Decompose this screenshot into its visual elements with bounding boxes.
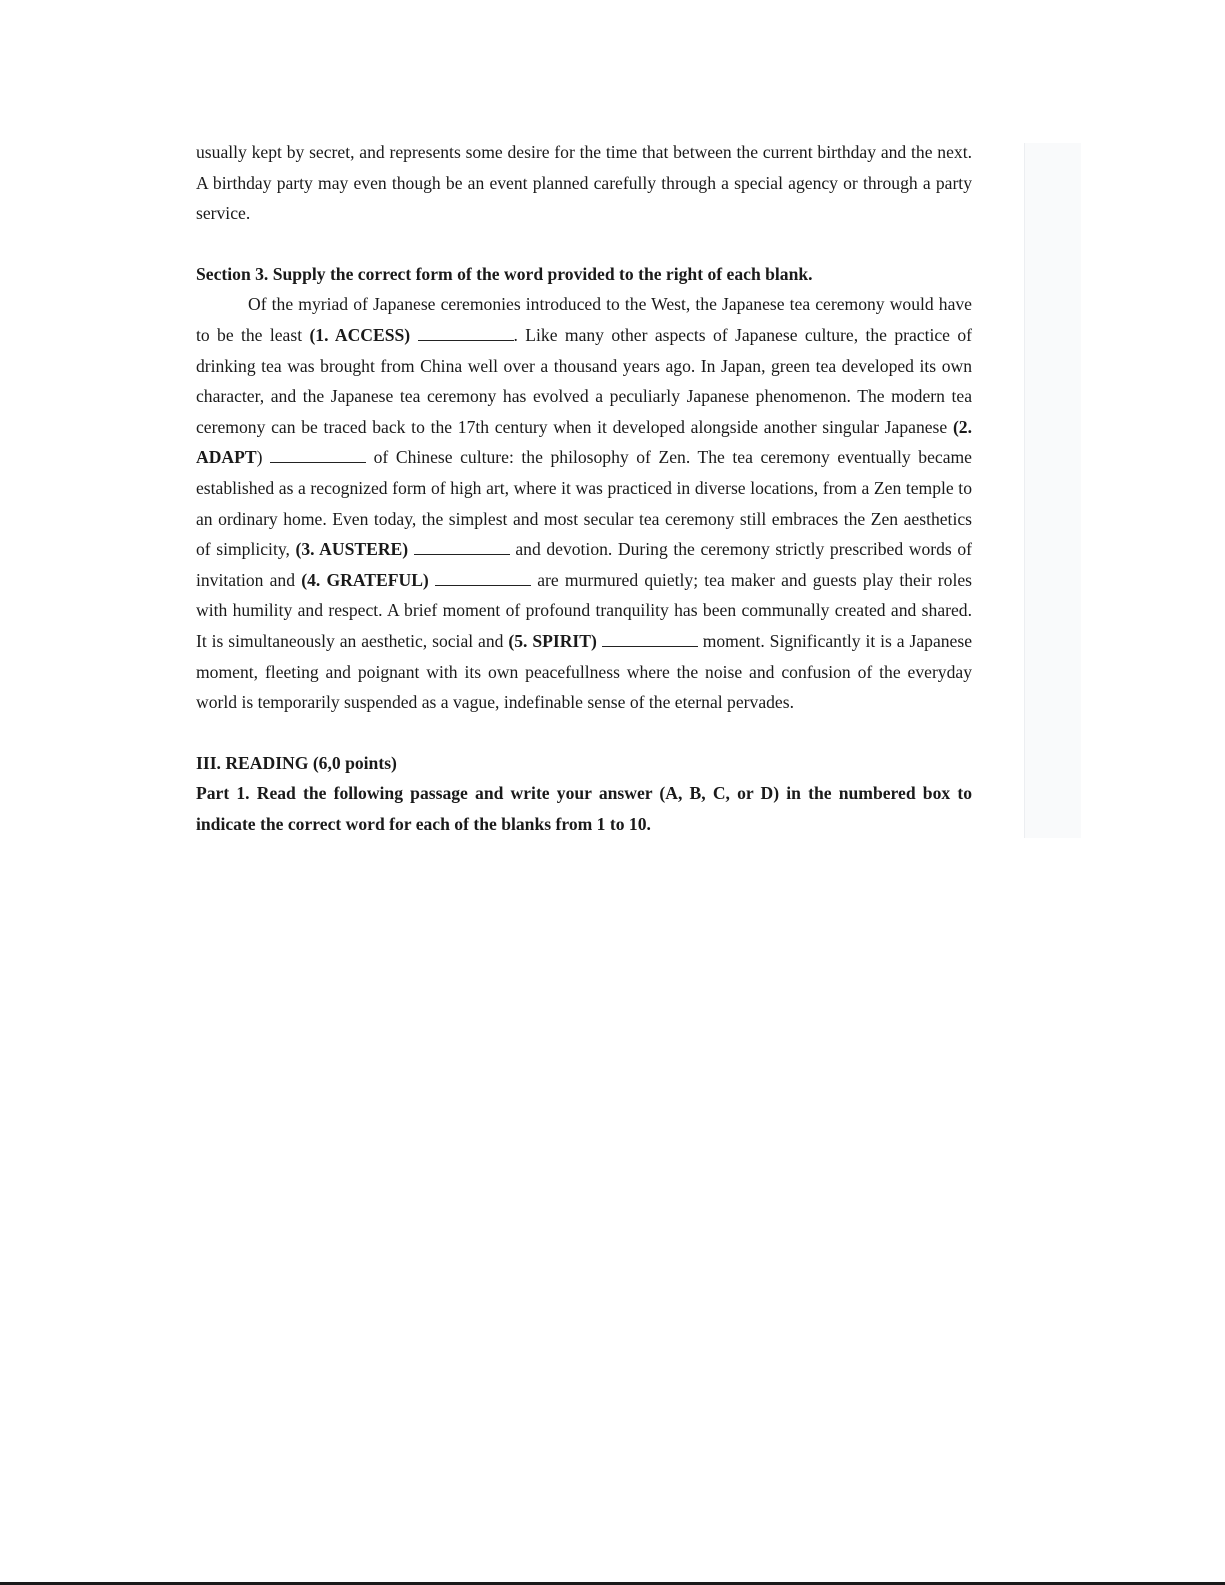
- passage-text: moment. Significantly it is a Japanese moment, fleeting and poignant with its own peacefullness where the noise and confusion of the everyday world is temporarily suspended as a vague, indefinable sense of the eternal pervades.: [196, 630, 973, 713]
- document-page: [196, 137, 972, 839]
- section3-heading: Section 3. Supply the correct form of the word provided to the right of each blank.: [196, 263, 813, 284]
- keyword-adapt-number: (2.: [952, 416, 972, 437]
- passage-text: and devotion. During the ceremony strictly prescribed words of invitation and: [196, 539, 972, 590]
- answer-blank-4[interactable]: [435, 570, 531, 586]
- keyword-adapt-paren: ): [256, 447, 263, 468]
- keyword-adapt: ADAPT: [196, 447, 257, 468]
- spacer: [196, 229, 972, 259]
- section3-passage: [196, 289, 972, 717]
- reading-heading: III. READING (6,0 points): [196, 752, 397, 773]
- passage-text: . Like many other aspects of Japanese culture, the practice of drinking tea was brought from China well over a thousand years ago. In Japan, green tea developed its own character, and the Japanese tea ceremony has evolved a peculiarly Japanese phenomenon. The modern tea ceremony can be traced back to the 17th century when it developed alongside another singular Japanese: [196, 324, 972, 437]
- passage-text: Of the myriad of Japanese ceremonies introduced to the West, the Japanese tea ceremony would have to be the least: [196, 294, 972, 345]
- side-panel: [1024, 143, 1081, 838]
- spacer: [196, 718, 972, 748]
- answer-blank-5[interactable]: [602, 631, 698, 647]
- answer-blank-1[interactable]: [418, 325, 514, 341]
- passage-text: are murmured quietly; tea maker and guests play their roles with humility and respect. A brief moment of profound tranquility has been communally created and shared. It is simultaneously an aesthetic, social and: [196, 569, 973, 651]
- intro-paragraph: usually kept by secret, and represents some desire for the time that between the current birthday and the next. A birthday party may even though be an event planned carefully through a special agency or through a party service.: [196, 142, 972, 224]
- answer-blank-3[interactable]: [414, 539, 510, 555]
- keyword-austere: (3. AUSTERE): [295, 539, 409, 560]
- keyword-access: (1. ACCESS): [309, 324, 411, 345]
- answer-blank-2[interactable]: [270, 447, 366, 463]
- keyword-grateful: (4. GRATEFUL): [301, 569, 429, 590]
- reading-part1-instructions: Part 1. Read the following passage and write your answer (A, B, C, or D) in the numbered box to indicate the correct word for each of the blanks from 1 to 10.: [196, 783, 972, 834]
- passage-text: of Chinese culture: the philosophy of Zen. The tea ceremony eventually became established as a recognized form of high art, where it was practiced in diverse locations, from a Zen temple to an ordinary home. Even today, the simplest and most secular tea ceremony still embraces the Zen aesthetics of simplicity,: [196, 447, 972, 560]
- keyword-spirit: (5. SPIRIT): [508, 630, 597, 651]
